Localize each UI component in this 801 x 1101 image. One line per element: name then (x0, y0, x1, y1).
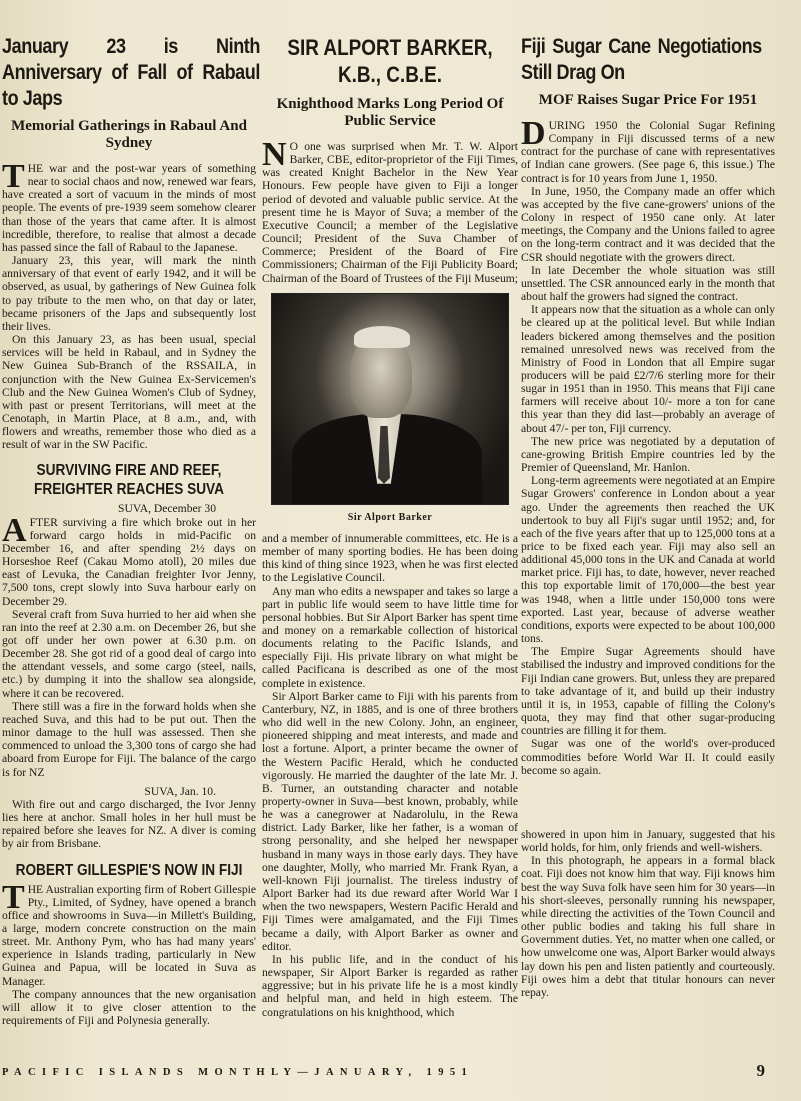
headline-rabaul: January 23 is Ninth Anniversary of Fall of Rabaul to Japs (2, 35, 260, 110)
drop-cap: T (2, 158, 25, 195)
headline-freighter: SURVIVING FIRE AND REEF, FREIGHTER REACHES SUVA (34, 462, 224, 499)
paragraph: THE Australian exporting firm of Robert Gillespie Pty., Limited, of Sydney, have opened a branch office and showrooms in Suva—in Millett's Building, a large, modern concrete construction on the main street. Mr. Anthony Pym, who has had many years' experience in Islands trading, particularly in New Guinea and Papua, will be located in Suva as Manager. (2, 878, 256, 988)
paragraph: N O one was surprised when Mr. T. W. Alport Barker, CBE, editor-proprietor of the Fiji Times, was created Knight Bachelor in the New Year Honours. Few people have given to Fiji a longer period of devoted and valuable public service. At the present time he is Mayor of Suva; a member of the Executive Council; a member of the Legislative Council; President of the Suva Chamber of Commerce; President of the Board of Fire Commissioners; Chairman of the Fiji Publicity Board; Chairman of the Board of Trustees of the Fiji Museum; (262, 136, 519, 285)
paragraph: With fire out and cargo discharged, the Ivor Jenny lies here at anchor. Small holes in her hull must be repaired before she leaves for NZ. A diver is coming by air from Brisbane. (2, 797, 256, 851)
portrait-photo (271, 293, 509, 505)
paragraph: DURING 1950 the Colonial Sugar Refining Company in Fiji discussed terms of a new contract for the purchase of cane with representatives of Indian cane growers. (See page 6, this issue.) The contract is for 10 years from June 1, 1950. (521, 115, 775, 185)
page-number: 9 (756, 1061, 765, 1080)
subhead-rabaul: Memorial Gatherings in Rabaul And Sydney (11, 118, 247, 151)
paragraph: showered in upon him in January, suggested that his world holds, for him, only friends and well-wishers. (521, 828, 775, 855)
paragraph: Any man who edits a newspaper and takes so large a part in public life would seem to have little time for personal hobbies. But Sir Alport Barker has spent time and money on a remarkable collection of historical documents relating to the Pacific Islands, and especially Fiji. His private library on what might be called Pacificana is described as one of the most complete in existence. (262, 584, 518, 690)
paragraph: In this photograph, he appears in a formal black coat. Fiji does not know him that way. Fiji knows him best the way Suva folk have seen him for 30 years—in his short-sleeves, personally running his newspaper, while directing the activities of the Town Council and other public bodies and taking his full share in Government duties. Yet, no matter when one called, or how unwelcome one was, Alport Barker would always lay down his pen and listen patiently and courteously. Fiji owes him a debt that titular honours can never repay. (521, 854, 775, 999)
drop-cap: D (521, 115, 546, 152)
footer-masthead: PACIFIC ISLANDS MONTHLY—JANUARY, 1951 (2, 1067, 474, 1078)
paragraph: The Empire Sugar Agreements should have stabilised the industry and improved conditions for the Fiji Indian cane growers. But, unless they are prepared to take advantage of it, and build up their industry until it is, in 1953, capable of filling the Colony's quota, they may find that other sugar-producing countries are filling it for them. (521, 645, 775, 738)
paragraph: The company announces that the new organisation will allow it to give closer attention to the requirements of Fiji and Polynesia generally. (2, 987, 256, 1028)
paragraph: On this January 23, as has been usual, special services will be held in Rabaul, and in Sydney the New Guinea Sub-Branch of the RSSAILA, in conjunction with the New Guinea Ex-Servicemen's Club and the New Guinea Women's Club of Sydney, with past or present Territorians, will meet at the Cenotaph, in Martin Place, at 8 a.m., and, with flowers and wreaths, remember those who died as a result of war in the SW Pacific. (2, 333, 256, 452)
page-footer (0, 1061, 801, 1085)
paragraph: and a member of innumerable committees, etc. He is a member of many sporting bodies. He has been doing this kind of thing since 1923, when he was first elected to the Legislative Council. (262, 531, 518, 585)
paragraph: In late December the whole situation was still unsettled. The CSR announced early in the month that about half the growers had signed the contract. (521, 263, 775, 304)
headline-barker: SIR ALPORT BARKER, K.B., C.B.E. (287, 35, 493, 87)
paragraph: Sir Alport Barker came to Fiji with his parents from Canterbury, NZ, in 1885, and is one of three brothers who did well in the new Colony. John, an engineer, pioneered shipping and meat interests, and made and lost a fortune. Alport, a printer became the owner of the Western Pacific Herald, which he conducted vigorously. He married the daughter of the late Mr. J. B. Turner, an outstanding character and notable property-owner in Suva—best known, probably, while he was a canegrower at Nadarolulu, in the Rewa district. Lady Barker, like her father, is a woman of strong personality, and she helped her newspaper husband in many ways in those early days. They have one daughter, Molly, who married Mr. Frank Ryan, a well-known Fiji journalist. The tireless industry of Alport Barker had its due reward after World War I when the two newspapers, Western Pacific Herald and Fiji Times were amalgamated, and the Fiji Times became a daily, with Alport Barker as owner and editor. (262, 689, 518, 953)
paragraph: The new price was negotiated by a deputation of cane-growing British Empire countries led by the Premier of Queensland, Mr. Hanlon. (521, 434, 775, 475)
paragraph: There still was a fire in the forward holds when she reached Suva, and this had to be put out. Then the minor damage to the hull was assessed. Then she commenced to unload the 3,300 tons of cargo she had aboard from Europe for Fiji. The balance of the cargo is for NZ (2, 699, 256, 779)
subhead-sugar: MOF Raises Sugar Price For 1951 (538, 92, 758, 108)
column-middle (262, 34, 518, 1019)
drop-cap: T (2, 878, 25, 916)
dateline: SUVA, Jan. 10. (144, 784, 216, 798)
barker-continuation (521, 828, 775, 999)
headline-gillespie: ROBERT GILLESPIE'S NOW IN FIJI (15, 861, 243, 879)
paragraph: January 23, this year, will mark the ninth anniversary of that event of early 1942, and it will be observed, as usual, by gatherings of New Guinea folk to pay tribute to the men who, on that day or later, became prisoners of the Japs and subsequently lost their lives. (2, 254, 256, 333)
dateline: SUVA, December 30 (118, 502, 216, 516)
paragraph: In his public life, and in the conduct of his newspaper, Sir Alport Barker is regarded as rather aggressive; but in his private life he is a most kindly and helpful man, and held in high esteem. The congratulations on his knighthood, which (262, 952, 518, 1019)
paragraph: Long-term agreements were negotiated at an Empire Sugar Growers' conference in London about a year ago. Under the agreements then reached the UK undertook to buy all Fiji's sugar until 1952; and, for each of the five years after that up to 125,000 tons at a price to be fixed each year. Fiji may also sell an additional 45,000 tons in the UK and Canada at world market price. Fiji has, to date, however, never reached this top exportable limit of 170,000—the best year was 1948, when a little under 150,000 tons were exported. Last year, because of adverse weather conditions, exports were expected to be about 100,000 tons. (521, 474, 776, 646)
headline-sugar: Fiji Sugar Cane Negotiations Still Drag On (521, 35, 762, 84)
column-left (2, 34, 260, 1028)
drop-cap: N (262, 136, 287, 173)
paragraph: Several craft from Suva hurried to her aid when she ran into the reef at 2.30 a.m. on December 26, but she got off under her own power at 6.30 p.m. on December 28. She got rid of a good deal of cargo into the attendant vessels, and some cargo (steel, nails, etc.) by dumping it into the shallow sea alongside, where it can be recovered. (2, 607, 256, 700)
paragraph: In June, 1950, the Company made an offer which was accepted by the five cane-growers' unions of the Colony in respect of 1950 cane only. At later meetings, the Company and the Unions failed to agree on the long-term contract and it was decided that the CSR should negotiate with the growers direct. (521, 184, 775, 264)
paragraph: Sugar was one of the world's over-produced commodities before World War II. It could easily become so again. (521, 737, 775, 777)
column-right (521, 34, 775, 777)
paragraph: THE war and the post-war years of something near to social chaos and now, renewed war fears, have created a sort of vacuum in the minds of most people. The events of pre-1939 seem somehow clearer than those of the years that came after. It is almost incredible, therefore, to realise that almost a decade has passed since the fall of Rabaul to the Japanese. (2, 158, 256, 254)
paragraph: AFTER surviving a fire which broke out in her forward cargo holds in mid-Pacific on December 16, and after spending 2½ days on Horseshoe Reef (Cakau Momo atoll), 20 miles due east of Levuka, the Canadian freighter Ivor Jenny, 7,500 tons, crept slowly into Suva harbour early on December 29. (2, 511, 256, 608)
paragraph: It appears now that the situation as a whole can only be cleared up at the political level. But while Indian leaders bickered among themselves and the position remained unresolved news was received from the Ministry of Food in London that all Empire sugar producers will be paid £2/7/6 sterling more for their sugar in 1951 than in 1950. This means that Fiji cane farmers will receive about 10/- more a ton for cane this year than they did last—probably an average of about 47/- per ton, Fiji currency. (521, 303, 775, 435)
drop-cap: A (2, 511, 27, 549)
photo-caption: Sir Alport Barker (347, 511, 433, 523)
subhead-barker: Knighthood Marks Long Period Of Public Service (276, 96, 504, 129)
